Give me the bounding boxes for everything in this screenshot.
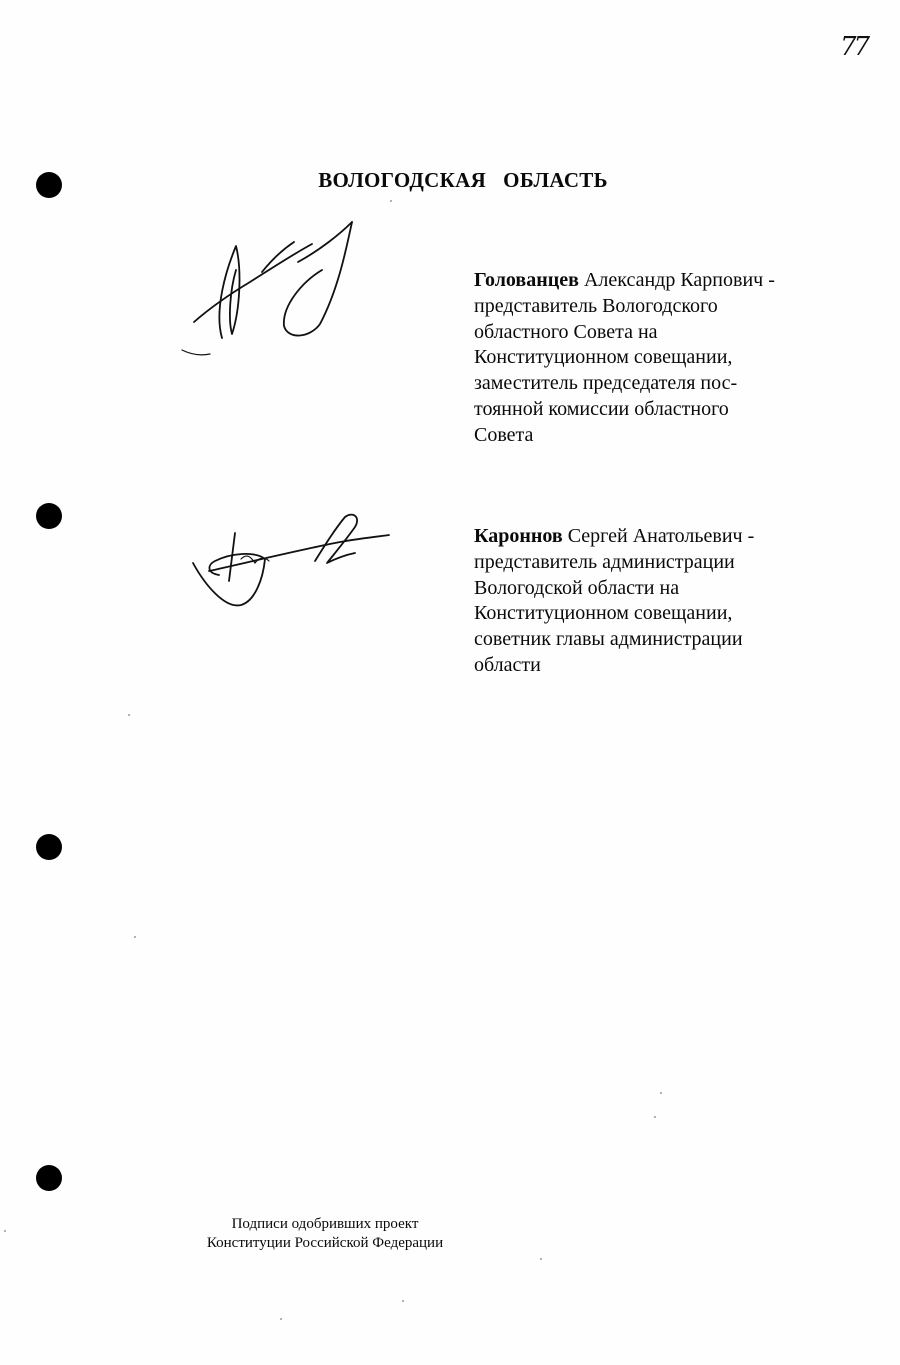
scan-speckle bbox=[4, 1230, 6, 1232]
footer-line-1: Подписи одобривших проект bbox=[231, 1216, 419, 1232]
signatory-2-description: Сергей Анатольевич - представитель администрации Вологодской области на Конституционном совещании, советник главы администрации области bbox=[474, 525, 755, 676]
punch-hole-icon bbox=[36, 834, 62, 860]
signatory-1-text bbox=[474, 268, 824, 449]
footer-line-2: Конституции Российской Федерации bbox=[206, 1235, 444, 1251]
region-title: ВОЛОГОДСКАЯ ОБЛАСТЬ bbox=[318, 168, 608, 192]
punch-hole-icon bbox=[36, 1165, 62, 1191]
scan-speckle bbox=[540, 1258, 542, 1260]
scan-speckle bbox=[660, 1092, 662, 1094]
signatory-2-text bbox=[474, 524, 824, 679]
scan-speckle bbox=[134, 936, 136, 938]
page-number: 77 bbox=[840, 32, 868, 62]
scan-speckle bbox=[390, 200, 392, 202]
signature-2-icon bbox=[185, 505, 395, 615]
punch-hole-icon bbox=[36, 503, 62, 529]
signatory-2 bbox=[474, 524, 824, 679]
scan-speckle bbox=[402, 1300, 404, 1302]
scan-speckle bbox=[128, 714, 130, 716]
signatory-1 bbox=[474, 268, 824, 449]
signature-1-icon bbox=[170, 210, 370, 370]
scan-speckle bbox=[280, 1318, 282, 1320]
scan-speckle bbox=[654, 1116, 656, 1118]
signatory-1-surname: Голованцев bbox=[474, 269, 579, 291]
signatory-1-description: Александр Карпович - представитель Вологодского областного Совета на Конституционном совещании, заместитель председателя пос- тоянной комиссии областного Совета bbox=[474, 269, 775, 446]
signatory-2-surname: Кароннов bbox=[474, 525, 563, 547]
footer-caption bbox=[175, 1215, 475, 1253]
